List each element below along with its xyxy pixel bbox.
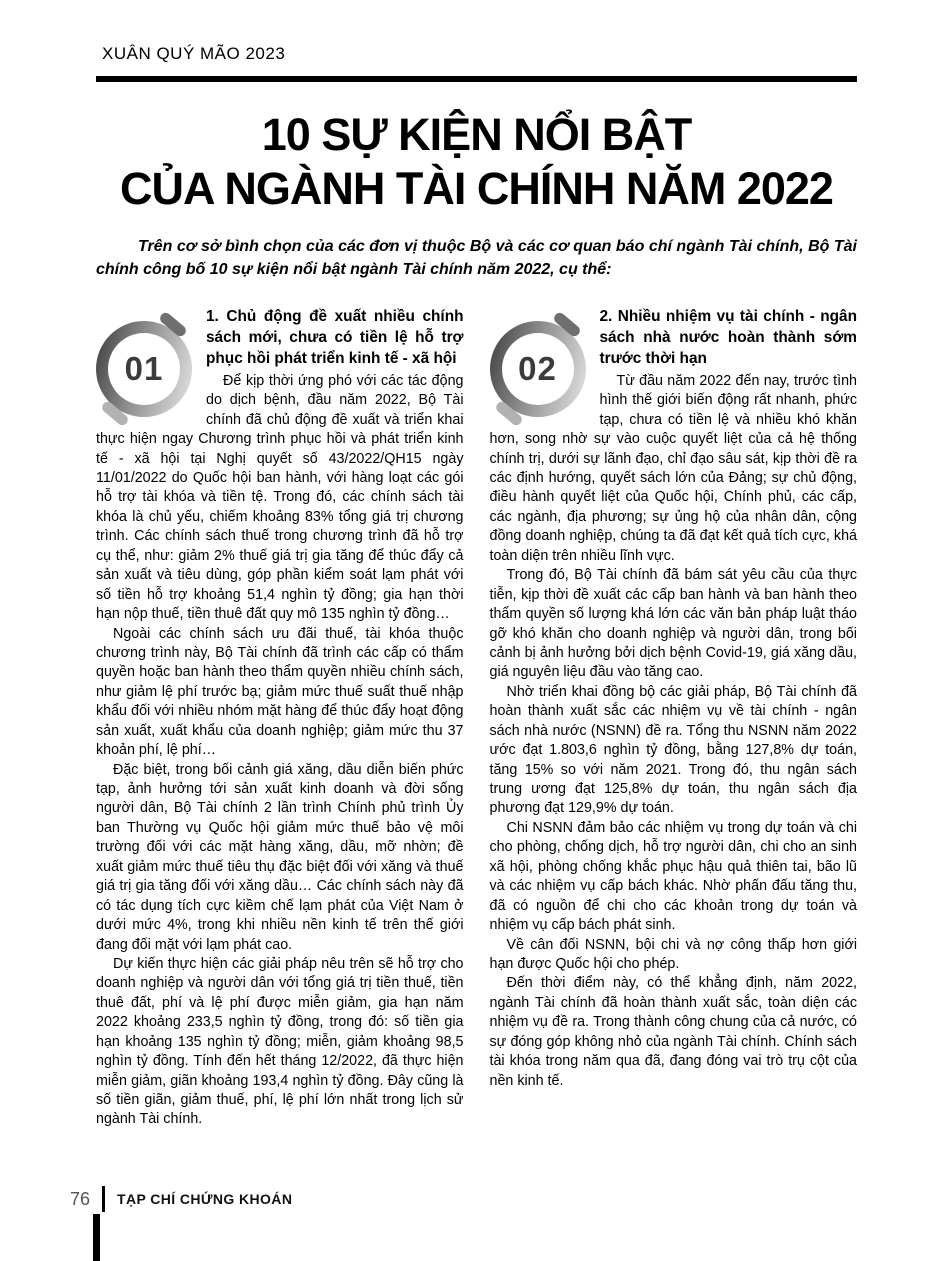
masthead — [96, 44, 857, 82]
footer-divider — [102, 1186, 105, 1212]
header-rule — [96, 76, 857, 82]
section-2-paragraph: Từ đầu năm 2022 đến nay, trước tình hình thế giới biến động rất nhanh, phức tạp, chưa có tiền lệ và nhiều khó khăn hơn, song nhờ sự vào cuộc quyết liệt của cả hệ thống chính trị, dưới sự lãnh đạo, chỉ đạo sâu sát, kịp thời đề ra các định hướng, quyết sách lớn của Đảng; sự chủ động, điều hành quyết liệt của Quốc hội, Chính phủ, các cấp, các ngành, địa phương; sự ủng hộ của nhân dân, cộng đồng doanh nghiệp, chúng ta đã đạt kết quả tích cực, khá toàn diện trên nhiều lĩnh vực. — [489, 372, 857, 564]
title-line-1: 10 SỰ KIỆN NỔI BẬT — [261, 109, 692, 160]
section-1-paragraph: Để kịp thời ứng phó với các tác động do dịch bệnh, đầu năm 2022, Bộ Tài chính đã chủ động đề xuất và triển khai thực hiện ngay Chương trình phục hồi và phát triển kinh tế - xã hội tại Nghị quyết số 43/2022/QH15 ngày 11/01/2022 do Quốc hội ban hành, với hàng loạt các gói hỗ trợ tài khóa và tiền tệ. Trong đó, các chính sách tài khóa là chủ yếu, chiếm khoảng 83% tổng giá trị chương trình. Các chính sách thuế trong chương trình đã hỗ trợ cụ thể, như: giảm 2% thuế giá trị gia tăng để thúc đẩy cả sản xuất và tiêu dùng, góp phần kiểm soát lạm phát với số tiền hỗ trợ khoảng 51,4 nghìn tỷ đồng; gia hạn thời hạn nộp thuế, tiền thuê đất quy mô 135 nghìn tỷ đồng… — [96, 372, 464, 623]
article-intro: Trên cơ sở bình chọn của các đơn vị thuộc Bộ và các cơ quan báo chí ngành Tài chính, Bộ Tài chính công bố 10 sự kiện nổi bật ngành Tài chính năm 2022, cụ thể: — [96, 238, 857, 278]
section-2-paragraph: Chi NSNN đảm bảo các nhiệm vụ trong dự toán và chi cho phòng, chống dịch, hỗ trợ người dân, chi cho an sinh xã hội, phòng chống khắc phục hậu quả thiên tai, bão lũ và các nhiệm vụ cấp bách khác. Nhờ phấn đấu tăng thu, đã có nguồn để chi cho các khoản trong dự toán và nhiệm vụ cấp bách phát sinh. — [489, 819, 857, 934]
article-title — [96, 108, 857, 216]
article-columns — [96, 307, 857, 1129]
section-2-paragraph: Đến thời điểm này, có thể khẳng định, năm 2022, ngành Tài chính đã hoàn thành xuất sắc, toàn diện các nhiệm vụ đề ra. Trong thành công chung của cả nước, có sự đóng góp không nhỏ của ngành Tài chính. Chính sách tài khóa trong năm qua đã, đang đóng vai trò trụ cột của nền kinh tế. — [489, 975, 857, 1089]
column-left — [96, 307, 464, 1129]
section-2-paragraph: Về cân đối NSNN, bội chi và nợ công thấp hơn giới hạn được Quốc hội cho phép. — [489, 936, 857, 972]
section-2-badge-inner — [502, 333, 574, 405]
issue-label: XUÂN QUÝ MÃO 2023 — [102, 44, 286, 63]
section-2-heading: 2. Nhiều nhiệm vụ tài chính - ngân sách nhà nước hoàn thành sớm trước thời hạn — [599, 308, 857, 368]
bottom-edge-bar — [93, 1214, 100, 1261]
section-2-paragraph: Trong đó, Bộ Tài chính đã bám sát yêu cầu của thực tiễn, kịp thời đề xuất các cấp ban hành và ban hành theo thẩm quyền số lượng khá lớn các văn bản pháp luật tháo gỡ khó khăn cho doanh nghiệp và người dân, trong bối cảnh bị ảnh hưởng bởi dịch bệnh Covid-19, giá xăng dầu, giá nguyên liệu đầu vào tăng cao. — [489, 567, 857, 681]
section-1-badge — [96, 321, 192, 417]
section-1-badge-number: 01 — [124, 350, 164, 387]
section-1-paragraph: Đặc biệt, trong bối cảnh giá xăng, dầu diễn biến phức tạp, ảnh hưởng tới sản xuất kinh doanh và đời sống người dân, Bộ Tài chính 2 lần trình Chính phủ trình Ủy ban Thường vụ Quốc hội giảm mức thuế bảo vệ môi trường đối với các mặt hàng xăng, dầu, mỡ nhờn; đề xuất giảm mức thuế tiêu thụ đặc biệt đối với xăng và thuế giá trị gia tăng đối với xăng dầu… Các chính sách này đã có tác dụng tích cực kiềm chế lạm phát của Việt Nam ở dưới mức 4%, trong khi nhiều nền kinh tế trên thế giới đang đối mặt với lạm phát cao. — [96, 761, 464, 953]
journal-name: TẠP CHÍ CHỨNG KHOÁN — [117, 1191, 293, 1207]
section-1-badge-inner — [108, 333, 180, 405]
column-right — [490, 307, 858, 1129]
title-line-2: CỦA NGÀNH TÀI CHÍNH NĂM 2022 — [120, 163, 833, 214]
section-2-badge — [490, 321, 586, 417]
page-footer — [70, 1186, 292, 1212]
section-2-paragraph: Nhờ triển khai đồng bộ các giải pháp, Bộ Tài chính đã hoàn thành xuất sắc các nhiệm vụ về tài chính - ngân sách nhà nước (NSNN) đề ra. Tổng thu NSNN năm 2022 ước đạt 1.803,6 nghìn tỷ đồng, bằng 127,8% dự toán, tăng 15% so với năm 2021. Trong đó, thu ngân sách trung ương đạt 125,8% dự toán, thu ngân sách địa phương đạt 129,9% dự toán. — [489, 683, 857, 817]
section-1-paragraph: Ngoài các chính sách ưu đãi thuế, tài khóa thuộc chương trình này, Bộ Tài chính đã trình các cấp có thẩm quyền hoặc ban hành theo thẩm quyền nhiều chính sách, như giảm lệ phí trước bạ; giảm mức thuế suất thuế nhập khẩu đối với nhiều nhóm mặt hàng để thúc đẩy hoạt động sản xuất, xuất khẩu của doanh nghiệp; giảm mức thu 37 khoản phí, lệ phí… — [96, 625, 464, 759]
page-number: 76 — [70, 1188, 91, 1209]
section-1-heading: 1. Chủ động đề xuất nhiều chính sách mới, chưa có tiền lệ hỗ trợ phục hồi phát triển kinh tế - xã hội — [206, 308, 464, 368]
section-1-paragraph: Dự kiến thực hiện các giải pháp nêu trên sẽ hỗ trợ cho doanh nghiệp và người dân với tổng giá trị tiền thuế, tiền thuê đất, phí và lệ phí được miễn giảm, gia hạn năm 2022 khoảng 233,5 nghìn tỷ đồng, trong đó: số tiền gia hạn khoảng 135 nghìn tỷ đồng; miễn, giảm khoảng 98,5 nghìn tỷ đồng. Tính đến hết tháng 12/2022, đã thực hiện miễn giảm, giãn khoảng 193,4 nghìn tỷ đồng. Đây cũng là số tiền giãn, giảm thuế, phí, lệ phí lớn nhất trong lịch sử ngành Tài chính. — [96, 955, 464, 1128]
section-2-badge-number: 02 — [518, 350, 557, 387]
